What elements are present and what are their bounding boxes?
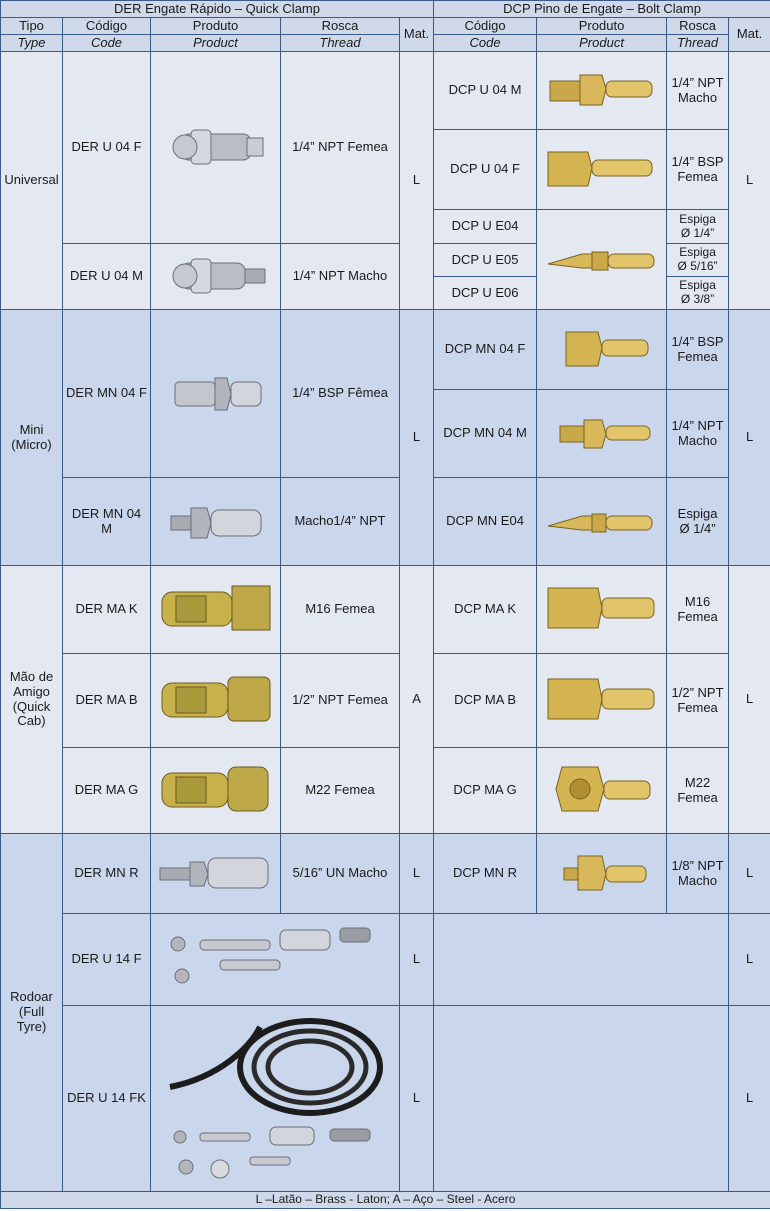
header-produto: Produto [151,18,281,35]
thread-cell: 5/16” UN Macho [281,834,400,914]
code-cell: DCP MA K [434,566,537,654]
thread-cell: Macho1/4” NPT [281,478,400,566]
code-cell: DCP U E04 [434,210,537,244]
quick-coupler-male-icon [161,245,271,305]
product-image [151,566,281,654]
brass-plug-g-icon [542,757,662,821]
mat-cell: L [400,834,434,914]
code-cell: DCP U 04 F [434,130,537,210]
thread-cell: M22 Femea [281,748,400,834]
thread-cell: 1/4” NPT Macho [667,52,729,130]
code-cell: DER U 14 FK [63,1006,151,1192]
mat-cell: L [729,1006,770,1192]
code-cell: DER MA G [63,748,151,834]
thread-cell: 1/4” NPT Macho [281,244,400,310]
product-image [151,478,281,566]
code-cell: DER U 14 F [63,914,151,1006]
mini-coupler-female-icon [161,362,271,422]
header-tipo: Tipo [1,18,63,35]
thread-cell: 1/4” BSP Femea [667,310,729,390]
brass-plug-k-icon [542,576,662,640]
header-mat: Mat. [400,18,434,52]
product-image [151,914,400,1006]
thread-cell: M16 Femea [281,566,400,654]
thread-cell: Espiga Ø 3/8” [667,277,729,310]
product-image [151,834,281,914]
code-cell: DCP U 04 M [434,52,537,130]
brass-mini-hose-barb-icon [542,490,662,550]
brass-mini-plug-male-icon [542,402,662,462]
mat-cell: L [400,914,434,1006]
brass-hose-barb-icon [542,228,662,288]
thread-cell: M22 Femea [667,748,729,834]
right-title: DCP Pino de Engate – Bolt Clamp [434,1,770,18]
product-image [151,748,281,834]
rodoar-coupler-icon [156,842,276,902]
thread-cell: Espiga Ø 1/4” [667,478,729,566]
steel-coupler-g-icon [156,757,276,821]
code-cell: DCP MA B [434,654,537,748]
header-code-right: Code [434,35,537,52]
code-cell: DER MN R [63,834,151,914]
thread-cell: 1/4” NPT Femea [281,52,400,244]
mat-cell: L [729,310,770,566]
mat-cell: A [400,566,434,834]
mat-cell: L [400,310,434,566]
group-mini: Mini (Micro) [1,310,63,566]
empty-cell [434,1006,729,1192]
header-product: Product [151,35,281,52]
code-cell: DCP MA G [434,748,537,834]
thread-cell: 1/2” NPT Femea [281,654,400,748]
mat-cell: L [729,566,770,834]
mat-cell: L [400,1006,434,1192]
product-image [537,478,667,566]
group-rodoar: Rodoar (Full Tyre) [1,834,63,1192]
empty-cell [434,914,729,1006]
header-produto-right: Produto [537,18,667,35]
product-image [537,390,667,478]
thread-cell: Espiga Ø 5/16” [667,244,729,277]
group-universal: Universal [1,52,63,310]
header-type: Type [1,35,63,52]
mat-cell: L [400,52,434,310]
steel-coupler-b-icon [156,667,276,731]
product-image [537,834,667,914]
brass-mini-plug-female-icon [542,318,662,378]
header-rosca-right: Rosca [667,18,729,35]
code-cell: DCP MN E04 [434,478,537,566]
quick-coupler-female-icon [161,116,271,176]
product-image [537,52,667,130]
code-cell: DER MN 04 M [63,478,151,566]
header-thread-right: Thread [667,35,729,52]
product-image [537,748,667,834]
code-cell: DCP U E06 [434,277,537,310]
brass-plug-female-icon [542,138,662,198]
code-cell: DER MN 04 F [63,310,151,478]
group-mao-de-amigo: Mão de Amigo (Quick Cab) [1,566,63,834]
product-image [151,654,281,748]
product-image [151,52,281,244]
thread-cell: 1/4” BSP Femea [667,130,729,210]
product-image [151,1006,400,1192]
code-cell: DCP U E05 [434,244,537,277]
code-cell: DCP MN R [434,834,537,914]
code-cell: DER U 04 M [63,244,151,310]
code-cell: DER U 04 F [63,52,151,244]
thread-cell: 1/4” NPT Macho [667,390,729,478]
thread-cell: Espiga Ø 1/4” [667,210,729,244]
brass-plug-male-icon [542,59,662,119]
thread-cell: 1/4” BSP Fêmea [281,310,400,478]
mat-cell: L [729,52,770,310]
code-cell: DER MA K [63,566,151,654]
code-cell: DCP MN 04 M [434,390,537,478]
product-image [537,310,667,390]
header-codigo-right: Código [434,18,537,35]
header-rosca: Rosca [281,18,400,35]
coupler-kit-icon [160,918,390,998]
product-image [537,130,667,210]
thread-cell: 1/8” NPT Macho [667,834,729,914]
steel-coupler-k-icon [156,576,276,640]
code-cell: DCP MN 04 F [434,310,537,390]
header-code: Code [63,35,151,52]
brass-plug-rodoar-icon [542,842,662,902]
product-image [537,654,667,748]
product-image [151,310,281,478]
header-mat-right: Mat. [729,18,770,52]
mini-coupler-male-icon [161,490,271,550]
mat-cell: L [729,914,770,1006]
product-image [151,244,281,310]
mat-cell: L [729,834,770,914]
left-title: DER Engate Rápido – Quick Clamp [1,1,434,18]
coil-hose-kit-icon [160,1007,390,1187]
thread-cell: M16 Femea [667,566,729,654]
code-cell: DER MA B [63,654,151,748]
header-thread: Thread [281,35,400,52]
product-image [537,566,667,654]
header-codigo: Código [63,18,151,35]
header-product-right: Product [537,35,667,52]
brass-plug-b-icon [542,667,662,731]
footer-legend: L –Latão – Brass - Laton; A – Aço – Steel - Acero [1,1192,770,1209]
product-image [537,210,667,310]
thread-cell: 1/2” NPT Femea [667,654,729,748]
